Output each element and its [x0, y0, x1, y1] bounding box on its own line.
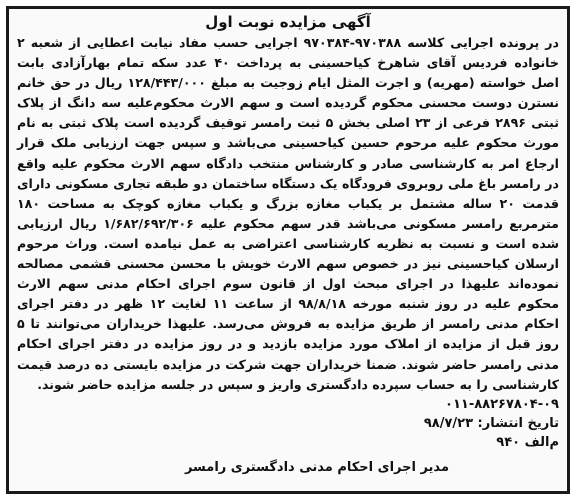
publish-date-value: ۹۸/۷/۲۳	[423, 415, 473, 431]
reference-code-label: م‌الف	[524, 434, 559, 450]
phone-number	[17, 395, 559, 414]
reference-code-value: ۹۴۰	[496, 434, 521, 450]
notice-body: در پرونده اجرایی کلاسه ۹۷۰۳۸۸-۹۷۰۳۸۴ اجرایی حسب مفاد نیابت اعطایی از شعبه ۲ خانواده فردیس آقای شاهرخ کیاحسینی به پرداخت ۴۰ عدد سکه تمام بهارآزادی بابت اصل خواسته (مهریه) و اجرت المثل ایام زوجیت به مبلغ ۱۲۸/۴۴۳/۰۰۰ ریال در حق خانم نسترن دوست محسنی محکوم گردیده است و سهم الارث محکوم‌علیه سه دانگ از پلاک ثبتی ۲۸۹۶ فرعی از ۲۳ اصلی بخش ۵ ثبت رامسر توقیف گردیده است پلاک ثبتی به نام مورث محکوم علیه مرحوم حسین کیاحسینی می‌باشد و سپس جهت ارزیابی ملک قرار ارجاع امر به کارشناسی صادر و کارشناس منتخب دادگاه سهم الارث محکوم علیه واقع در رامسر باغ ملی روبروی فرودگاه یک دستگاه ساختمان دو طبقه تجاری مسکونی دارای قدمت ۲۰ ساله مشتمل بر یکباب مغازه بزرگ و یکباب مغازه کوچک به مساحت ۱۸۰ مترمربع رامسر مسکونی می‌باشد قدر سهم محکوم علیه ۱/۶۸۲/۶۹۲/۳۰۶ ریال ارزیابی شده است و نسبت به نظریه کارشناسی اعتراضی به عمل نیامده است. وراث مرحوم ارسلان کیاحسینی نیز در خصوص سهم الارث خویش با محسن محسنی قشمی مصالحه نموده‌اند علیهذا در اجرای مبحث اول از قانون سوم اجرای احکام مدنی سهم الارث محکوم علیه در روز شنبه مورخه ۹۸/۸/۱۸ از ساعت ۱۱ لغایت ۱۲ ظهر در دفتر اجرای احکام مدنی رامسر از طریق مزایده به فروش می‌رسد. علیهذا خریداران می‌توانند تا ۵ روز قبل از مزایده از املاک مورد مزایده بازدید و در روز مزایده در دفتر اجرای احکام مدنی رامسر حاضر شوند. ضمنا خریداران جهت شرکت در مزایده بایستی ده درصد قیمت کارشناسی را به حساب سپرده دادگستری واریز و سپس در جلسه مزایده حاضر شوند.	[17, 35, 560, 392]
signature: مدیر اجرای احکام مدنی دادگستری رامسر	[184, 459, 449, 475]
auction-notice	[6, 6, 570, 494]
phone-number-value: ۰۱۱-۸۸۲۶۷۸۰۴-۰۹	[445, 396, 559, 412]
reference-code-line	[17, 433, 559, 452]
publish-date-line	[17, 414, 559, 433]
notice-title: آگهی مزایده نوبت اول	[205, 13, 371, 31]
publish-date-label: تاریخ انتشار:	[477, 415, 559, 431]
